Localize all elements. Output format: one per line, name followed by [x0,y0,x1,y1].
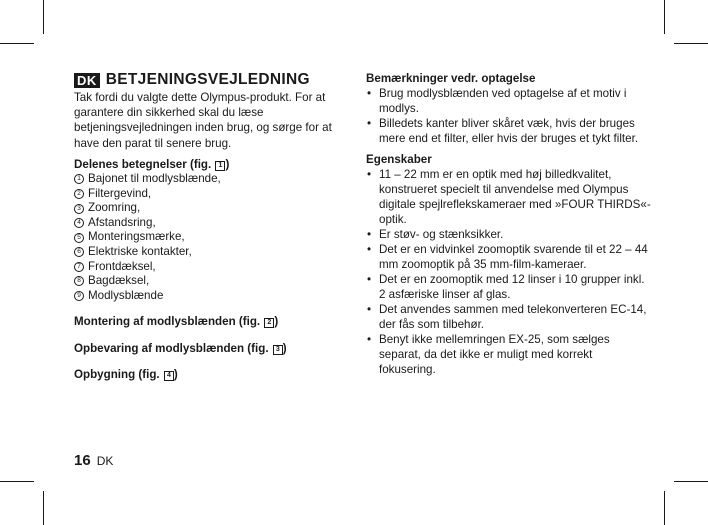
section-heading: Opbygning (fig. 4 ) [74,367,178,381]
part-number: 8 [74,276,84,286]
part-number: 7 [74,262,84,272]
part-item [74,230,334,245]
right-column [366,71,651,377]
bullet-item: • Billedets kanter bliver skåret væk, hvis der bruges mere end et filter, eller hvis der bruges et tykt filter. [366,116,651,146]
features-heading: Egenskaber [366,153,432,167]
part-label: Bagdæksel, [88,274,150,288]
part-label: Frontdæksel, [88,259,156,273]
bullet-item: • Det er en vidvinkel zoomoptik svarende til et 22 – 44 mm zoomoptik på 35 mm-film-kameraer. [366,242,651,272]
figure-number: 2 [264,318,274,328]
part-label: Filtergevind, [88,186,152,200]
page-title: BETJENINGSVEJLEDNING [105,71,310,88]
part-item [74,245,334,260]
bullet-item: • Er støv- og stænksikker. [366,227,651,242]
notes-list [366,86,651,146]
language-badge: DK [74,73,100,88]
part-item [74,260,334,275]
part-number: 5 [74,233,84,243]
part-item [74,172,334,187]
part-label: Monteringsmærke, [88,230,185,244]
part-label: Modlysblænde [88,288,164,302]
page-number: 16 [74,452,91,469]
part-number: 6 [74,247,84,257]
part-item [74,289,334,304]
footer-language: DK [96,454,114,468]
part-label: Elektriske kontakter, [88,244,192,258]
bullet-item: • Benyt ikke mellemringen EX-25, som sælges separat, da det ikke er muligt med korrekt fokusering. [366,332,651,377]
part-number: 3 [74,204,84,214]
part-label: Bajonet til modlysblænde, [88,172,221,186]
part-number: 9 [74,291,84,301]
figure-number: 3 [273,345,283,355]
crop-mark [674,43,708,44]
crop-mark [0,43,34,44]
part-number: 4 [74,218,84,228]
figure-number: 1 [215,161,225,171]
part-item [74,187,334,202]
left-column [74,71,334,382]
notes-heading: Bemærkninger vedr. optagelse [366,72,536,85]
crop-mark [664,0,665,34]
bullet-item: • Det er en zoomoptik med 12 linser i 10 grupper inkl. 2 asfæriske linser af glas. [366,272,651,302]
parts-list [74,172,334,303]
part-item [74,274,334,289]
title-row [74,71,334,89]
section-heading: Montering af modlysblænden (fig. 2 ) [74,315,279,329]
part-number: 2 [74,189,84,199]
crop-mark [43,491,44,525]
crop-mark [43,0,44,34]
part-label: Afstandsring, [88,215,156,229]
section-heading: Opbevaring af modlysblænden (fig. 3 ) [74,341,287,355]
intro-text: Tak fordi du valgte dette Olympus-produkt. For at garantere din sikkerhed skal du læse betjeningsvejledningen inden brug, og sørge for at have den parat til senere brug. [74,91,332,150]
bullet-item: • Brug modlysblænden ved optagelse af et motiv i modlys. [366,86,651,116]
parts-heading: Delenes betegnelser (fig. 1 ) [74,157,230,171]
page-footer [74,452,113,469]
bullet-item: • Det anvendes sammen med telekonverteren EC-14, der fås som tilbehør. [366,302,651,332]
figure-number: 4 [164,371,174,381]
features-list [366,167,651,377]
part-item [74,201,334,216]
crop-mark [674,481,708,482]
part-item [74,216,334,231]
crop-mark [0,481,34,482]
crop-mark [664,491,665,525]
bullet-item: • 11 – 22 mm er en optik med høj billedkvalitet, konstrueret specielt til anvendelse med Olympus digitale spejlreflekskameraer med »FOUR THIRDS«-optik. [366,167,651,227]
part-number: 1 [74,174,84,184]
part-label: Zoomring, [88,201,141,215]
